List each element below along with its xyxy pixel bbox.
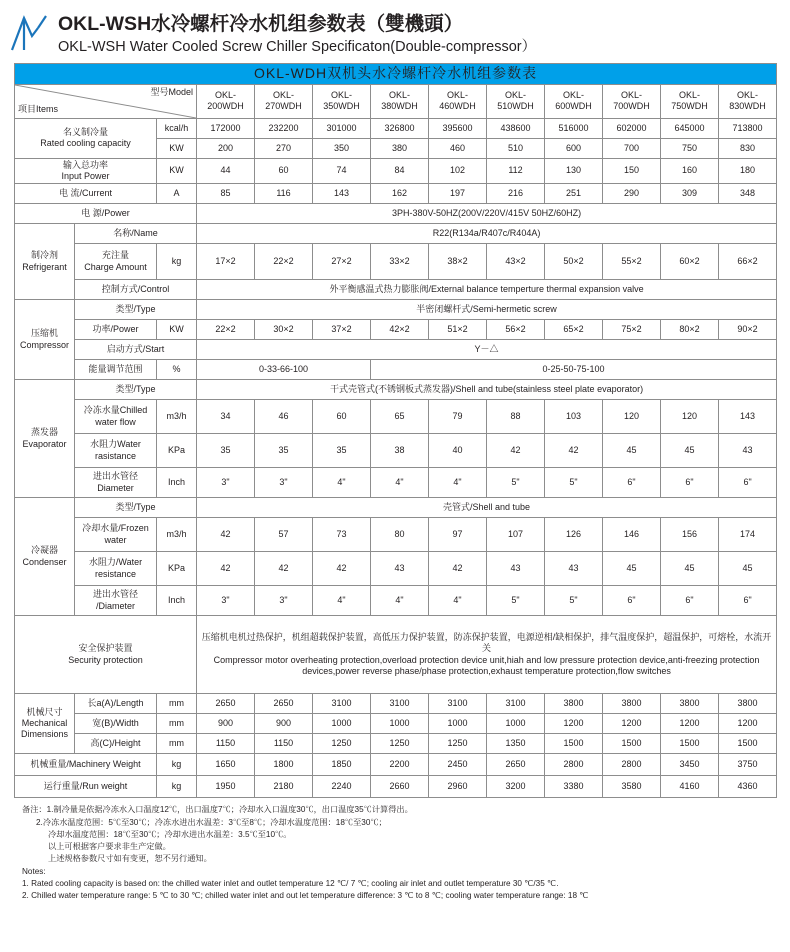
cell: 46 [255,400,313,434]
security-text-en: Compressor motor overheating protection,overload protection device unit,hiah and low pressure protection device,anti-freezing protection devices,power reverse phase/phase protection,exhaust temperature protection,flow switches [213,654,760,676]
cell: 645000 [661,118,719,138]
power-source-value: 3PH-380V-50HZ(200V/220V/415V 50HZ/60HZ) [197,204,777,224]
table-row [15,552,777,586]
cell: 2800 [545,754,603,776]
evaporator-group-label: 蒸发器 Evaporator [15,380,75,498]
cell: 38 [371,434,429,468]
cell: 55×2 [603,244,661,280]
table-row [15,158,777,184]
table-row [15,734,777,754]
length-label: 长a(A)/Length [75,694,157,714]
unit-cell: mm [157,734,197,754]
note-en-2: 2. Chilled water temperature range: 5 ℃ to 30 ℃; chilled water inlet and out let temperature difference: 3 ℃ to 8 ℃; cooling water temperature range: 18 ℃ [22,891,589,901]
cell: 6" [661,468,719,498]
condenser-flow-label: 冷却水量/Frozen water [75,518,157,552]
cell: 42 [255,552,313,586]
cell: 2800 [603,754,661,776]
cell: 2650 [487,754,545,776]
unit-cell: KW [157,138,197,158]
cell: 600 [545,138,603,158]
cell: 38×2 [429,244,487,280]
note-en-1: 1. Rated cooling capacity is based on: the chilled water inlet and outlet temperature 12 ℃/ 7 ℃; cooling air inlet and outlet temperature 30 ℃/35 ℃. [22,879,559,888]
cell: 1200 [545,714,603,734]
width-label: 宽(B)/Width [75,714,157,734]
cell: 1950 [197,776,255,798]
cell: 180 [719,158,777,184]
power-source-label: 电 源/Power [15,204,197,224]
cell: 270 [255,138,313,158]
table-row [15,714,777,734]
cell: 88 [487,400,545,434]
cell: 3100 [429,694,487,714]
table-row [15,244,777,270]
cell: 150 [603,158,661,184]
cell: 1000 [487,714,545,734]
cell: 120 [603,400,661,434]
header-corner-cell [15,84,197,118]
cell: 6" [719,468,777,498]
table-row [15,776,777,798]
cell: 1350 [487,734,545,754]
cell: 1500 [545,734,603,754]
cell: 4" [371,586,429,616]
cell: 5" [545,468,603,498]
cell: 1200 [719,714,777,734]
table-row [15,434,777,468]
cell: 290 [603,184,661,204]
cell: 3" [255,468,313,498]
cell: 120 [661,400,719,434]
cell: 174 [719,518,777,552]
cell: 4" [429,468,487,498]
page-header [0,0,790,63]
unit-cell: kg [157,244,197,280]
cell: 438600 [487,118,545,138]
security-text-cn: 压缩机电机过热保护，机组超载保护装置，高低压力保护装置，防冻保护装置，电源逆相/缺相保护，排气温度保护，超温保护，可熔栓，水流开关 [201,632,772,654]
cell: 900 [197,714,255,734]
notes-title: Notes: [22,866,46,876]
cell: 4" [429,586,487,616]
cell: 1800 [255,754,313,776]
title-block [58,10,536,57]
unit-cell: m3/h [157,518,197,552]
cell: 42 [487,434,545,468]
cell: 3100 [313,694,371,714]
cell: 42 [197,518,255,552]
cell: 5" [487,468,545,498]
items-label: 项目Items [18,104,59,115]
cell: 56×2 [487,320,545,340]
cell: 6" [661,586,719,616]
input-power-label: 输入总功率 Input Power [15,158,157,184]
cell: 830 [719,138,777,158]
table-row [15,400,777,434]
evaporator-type-label: 类型/Type [75,380,197,400]
unit-cell: kg [157,754,197,776]
cell: 4" [313,586,371,616]
cell: 35 [255,434,313,468]
page-title: OKL-WSH水冷螺杆冷水机组参数表（雙機頭） [58,13,464,35]
refrigerant-name-value: R22(R134a/R407c/R404A) [197,224,777,244]
unit-cell: % [157,360,197,380]
cell: 102 [429,158,487,184]
cell: 146 [603,518,661,552]
cell: 251 [545,184,603,204]
refrigerant-group-label: 制冷剂 Refrigerant [15,224,75,300]
unit-cell: kcal/h [157,118,197,138]
cell: 3" [197,468,255,498]
model-col-6: OKL-600WDH [545,84,603,118]
refrigerant-control-label: 控制方式/Control [75,280,197,300]
model-col-3: OKL-380WDH [371,84,429,118]
unit-cell: KW [157,320,197,340]
table-row [15,184,777,204]
height-label: 高(C)/Height [75,734,157,754]
cell: 43×2 [487,244,545,280]
cell: 42×2 [371,320,429,340]
cell: 65×2 [545,320,603,340]
cell: 900 [255,714,313,734]
table-row [15,380,777,400]
cell: 97 [429,518,487,552]
unit-cell: KPa [157,434,197,468]
cell: 6" [603,468,661,498]
cell: 3" [197,586,255,616]
table-row [15,616,777,694]
cell: 43 [487,552,545,586]
cell: 130 [545,158,603,184]
model-col-2: OKL-350WDH [313,84,371,118]
cell: 57 [255,518,313,552]
cell: 750 [661,138,719,158]
refrigerant-control-value: 外平衡感温式热力膨胀阀/External balance temperture thermal expansion valve [197,280,777,300]
cell: 309 [661,184,719,204]
table-row [15,320,777,340]
cell: 42 [545,434,603,468]
cell: 22×2 [255,244,313,280]
model-col-8: OKL-750WDH [661,84,719,118]
cell: 73 [313,518,371,552]
cell: 43 [545,552,603,586]
cell: 326800 [371,118,429,138]
condenser-type-label: 类型/Type [75,498,197,518]
cell: 50×2 [545,244,603,280]
cell: 43 [371,552,429,586]
cell: 160 [661,158,719,184]
cell: 162 [371,184,429,204]
compressor-start-value: Y－△ [197,340,777,360]
cell: 4360 [719,776,777,798]
unit-cell: kg [157,776,197,798]
cell: 4160 [661,776,719,798]
cell: 395600 [429,118,487,138]
cell: 348 [719,184,777,204]
cell: 350 [313,138,371,158]
run-weight-label: 运行重量/Run weight [15,776,157,798]
cell: 3" [255,586,313,616]
cell: 1150 [255,734,313,754]
refrigerant-charge-label: 充注量 Charge Amount [75,244,157,280]
model-col-0: OKL-200WDH [197,84,255,118]
cell: 34 [197,400,255,434]
condenser-group-label: 冷凝器 Condenser [15,498,75,616]
cell: 1250 [429,734,487,754]
notes-block [0,798,790,902]
evaporator-resistance-label: 水阻力Water rasistance [75,434,157,468]
note-cn-3: 冷却水温度范围：18℃至30℃；冷却水进出水温差：3.5℃至10℃。 [48,829,292,839]
cell: 1500 [603,734,661,754]
cell: 74 [313,158,371,184]
cell: 2660 [371,776,429,798]
note-cn-4: 以上可根据客户要求非生产定做。 [48,842,171,852]
capacity-range-label: 能量调节范围 [75,360,157,380]
cell: 301000 [313,118,371,138]
table-banner-row [15,64,777,85]
unit-cell: mm [157,694,197,714]
cell: 1000 [313,714,371,734]
cell: 200 [197,138,255,158]
cell: 75×2 [603,320,661,340]
unit-cell: KW [157,158,197,184]
company-logo-icon [10,10,54,56]
table-row [15,498,777,518]
cell: 60 [255,158,313,184]
cell: 3100 [371,694,429,714]
cell: 45 [661,552,719,586]
compressor-type-label: 类型/Type [75,300,197,320]
cell: 37×2 [313,320,371,340]
compressor-power-label: 功率/Power [75,320,157,340]
cell: 1650 [197,754,255,776]
evaporator-diameter-label: 进出水管径 Diameter [75,468,157,498]
cell: 35 [313,434,371,468]
unit-cell: Inch [157,586,197,616]
table-row [15,468,777,498]
table-row [15,300,777,320]
cell: 43 [719,434,777,468]
note-cn-5: 上述规格参数尺寸如有变更，恕不另行通知。 [48,854,212,864]
cell: 30×2 [255,320,313,340]
cell: 80 [371,518,429,552]
machine-weight-label: 机械重量/Machinery Weight [15,754,157,776]
table-banner: OKL-WDH双机头水冷螺杆冷水机组参数表 [15,64,777,85]
cell: 126 [545,518,603,552]
cell: 3750 [719,754,777,776]
cell: 1000 [429,714,487,734]
cell: 2650 [255,694,313,714]
model-col-9: OKL-830WDH [719,84,777,118]
cell: 3800 [603,694,661,714]
cell: 35 [197,434,255,468]
cell: 42 [429,552,487,586]
cell: 713800 [719,118,777,138]
cell: 2650 [197,694,255,714]
evaporator-type-value: 干式壳管式(不锈钢板式蒸发器)/Shell and tube(stainless steel plate evaporator) [197,380,777,400]
cell: 2240 [313,776,371,798]
capacity-range-right: 0-25-50-75-100 [371,360,777,380]
cell: 42 [197,552,255,586]
cell: 3200 [487,776,545,798]
cell: 6" [603,586,661,616]
cell: 45 [719,552,777,586]
cell: 1500 [661,734,719,754]
cell: 45 [603,434,661,468]
condenser-type-value: 壳管式/Shell and tube [197,498,777,518]
model-col-5: OKL-510WDH [487,84,545,118]
model-col-4: OKL-460WDH [429,84,487,118]
cell: 3450 [661,754,719,776]
unit-cell: KPa [157,552,197,586]
spec-table-container [0,63,790,798]
cell: 460 [429,138,487,158]
cell: 103 [545,400,603,434]
compressor-group-label: 压缩机 Compressor [15,300,75,380]
cell: 44 [197,158,255,184]
cell: 112 [487,158,545,184]
cell: 107 [487,518,545,552]
cell: 90×2 [719,320,777,340]
cell: 700 [603,138,661,158]
cell: 5" [487,586,545,616]
cell: 27×2 [313,244,371,280]
cell: 2200 [371,754,429,776]
table-row [15,204,777,224]
cell: 3580 [603,776,661,798]
capacity-range-left: 0-33-66-100 [197,360,371,380]
cell: 1250 [371,734,429,754]
dimensions-group-label: 机械尺寸 Mechanical Dimensions [15,694,75,754]
cell: 33×2 [371,244,429,280]
cell: 232200 [255,118,313,138]
model-col-1: OKL-270WDH [255,84,313,118]
page-subtitle: OKL-WSH Water Cooled Screw Chiller Specificaton(Double-compressor） [58,39,537,56]
cell: 143 [313,184,371,204]
table-row [15,280,777,300]
cell: 80×2 [661,320,719,340]
refrigerant-name-label: 名称/Name [75,224,197,244]
table-row [15,224,777,244]
cell: 40 [429,434,487,468]
note-cn-1: 备注：1.制冷量是依据冷冻水入口温度12℃，出口温度7℃；冷却水入口温度30℃，出口温度35℃计算得出。 [22,805,413,815]
cell: 1200 [661,714,719,734]
cell: 3800 [661,694,719,714]
unit-cell: mm [157,714,197,734]
cell: 60×2 [661,244,719,280]
cell: 1250 [313,734,371,754]
cell: 380 [371,138,429,158]
cell: 143 [719,400,777,434]
condenser-diameter-label: 进出水管径 /Diameter [75,586,157,616]
cell: 79 [429,400,487,434]
cell: 216 [487,184,545,204]
cell: 116 [255,184,313,204]
cell: 65 [371,400,429,434]
model-header-row [15,84,777,118]
note-cn-2: 2.冷冻水温度范围：5℃至30℃；冷冻水进出水温差：3℃至8℃；冷却水温度范围：18℃至30℃； [36,817,387,827]
cell: 45 [603,552,661,586]
cell: 51×2 [429,320,487,340]
cell: 516000 [545,118,603,138]
cell: 1150 [197,734,255,754]
unit-cell: A [157,184,197,204]
cell: 3800 [719,694,777,714]
security-value [197,616,777,694]
table-row [15,518,777,552]
cell: 84 [371,158,429,184]
cell: 45 [661,434,719,468]
cell: 156 [661,518,719,552]
cell: 2180 [255,776,313,798]
table-row [15,754,777,776]
cell: 1200 [603,714,661,734]
cell: 197 [429,184,487,204]
cell: 2450 [429,754,487,776]
unit-cell: Inch [157,468,197,498]
evaporator-flow-label: 冷冻水量Chilled water flow [75,400,157,434]
cell: 42 [313,552,371,586]
unit-cell: m3/h [157,400,197,434]
cell: 22×2 [197,320,255,340]
security-label: 安全保护装置 Security protection [15,616,197,694]
table-row [15,340,777,360]
cell: 3100 [487,694,545,714]
cell: 172000 [197,118,255,138]
cell: 2960 [429,776,487,798]
current-label: 电 流/Current [15,184,157,204]
cell: 1500 [719,734,777,754]
table-row [15,586,777,616]
table-row [15,118,777,138]
table-row [15,694,777,714]
cell: 17×2 [197,244,255,280]
cell: 3800 [545,694,603,714]
cell: 1000 [371,714,429,734]
cell: 602000 [603,118,661,138]
model-col-7: OKL-700WDH [603,84,661,118]
cell: 66×2 [719,244,777,280]
cell: 1850 [313,754,371,776]
cell: 5" [545,586,603,616]
table-row [15,360,777,380]
rated-cooling-label: 名义制冷量 Rated cooling capacity [15,118,157,158]
compressor-type-value: 半密闭螺杆式/Semi-hermetic screw [197,300,777,320]
cell: 4" [371,468,429,498]
cell: 60 [313,400,371,434]
cell: 510 [487,138,545,158]
compressor-start-label: 启动方式/Start [75,340,197,360]
cell: 4" [313,468,371,498]
condenser-resistance-label: 水阻力/Water resistance [75,552,157,586]
spec-table [14,63,777,798]
cell: 3380 [545,776,603,798]
cell: 85 [197,184,255,204]
cell: 6" [719,586,777,616]
model-label: 型号Model [150,86,193,97]
